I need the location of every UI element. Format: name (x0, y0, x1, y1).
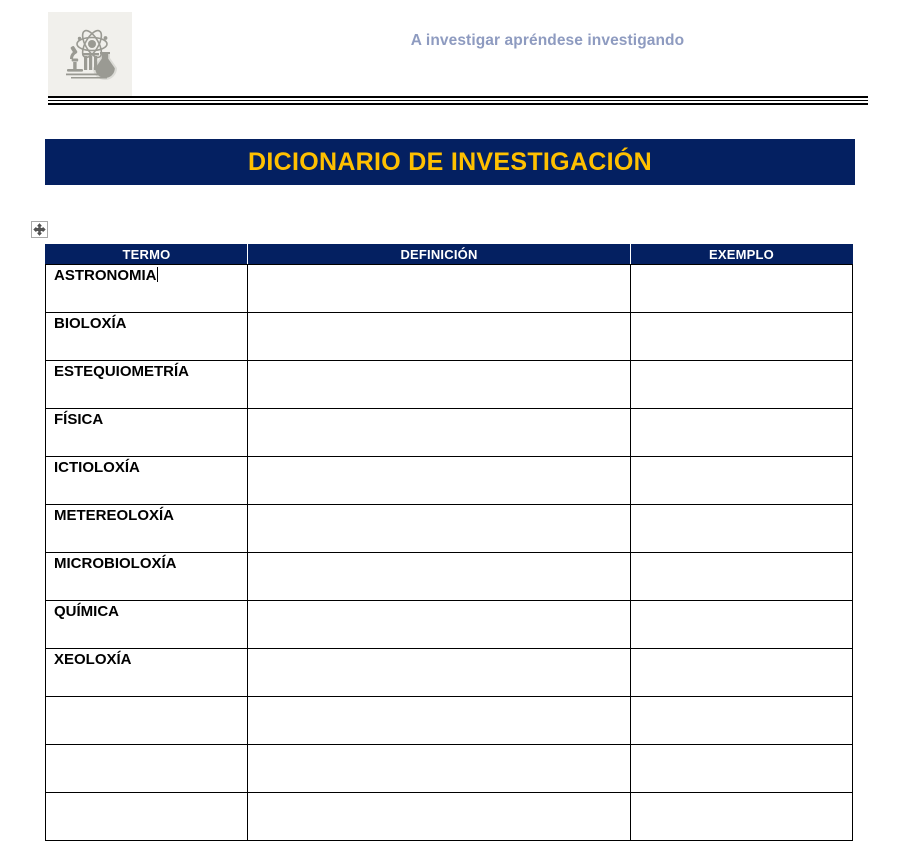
cell-exemplo[interactable] (631, 601, 853, 649)
cell-definicion[interactable] (248, 601, 631, 649)
cell-exemplo[interactable] (631, 409, 853, 457)
cell-termo[interactable] (46, 649, 248, 697)
cell-exemplo[interactable] (631, 745, 853, 793)
science-atom-microscope-flask-icon (58, 22, 122, 86)
cell-definicion[interactable] (248, 793, 631, 841)
cell-exemplo[interactable] (631, 697, 853, 745)
table-move-handle[interactable] (31, 221, 48, 238)
cell-termo[interactable] (46, 265, 248, 313)
science-logo (48, 12, 132, 96)
cell-definicion[interactable] (248, 313, 631, 361)
cell-exemplo[interactable] (631, 457, 853, 505)
dictionary-table[interactable] (45, 244, 853, 841)
cell-exemplo[interactable] (631, 313, 853, 361)
cell-definicion[interactable] (248, 361, 631, 409)
term-text: ASTRONOMIA (54, 267, 157, 284)
term-text: BIOLOXÍA (54, 315, 127, 332)
table-row[interactable] (46, 697, 853, 745)
cell-definicion[interactable] (248, 505, 631, 553)
table-row[interactable] (46, 361, 853, 409)
cell-exemplo[interactable] (631, 793, 853, 841)
cell-termo[interactable] (46, 505, 248, 553)
table-row[interactable] (46, 457, 853, 505)
cell-termo[interactable] (46, 457, 248, 505)
cell-definicion[interactable] (248, 409, 631, 457)
table-row[interactable] (46, 793, 853, 841)
table-row[interactable] (46, 601, 853, 649)
table-row[interactable] (46, 649, 853, 697)
cell-definicion[interactable] (248, 553, 631, 601)
cell-exemplo[interactable] (631, 361, 853, 409)
cell-exemplo[interactable] (631, 553, 853, 601)
header-tagline: A investigar apréndese investigando (410, 32, 685, 49)
column-header-definicion: DEFINICIÓN (248, 245, 631, 265)
term-text: QUÍMICA (54, 603, 119, 620)
move-four-arrows-icon (33, 223, 46, 236)
title-banner (45, 139, 855, 185)
cell-definicion[interactable] (248, 697, 631, 745)
page-title: DICIONARIO DE INVESTIGACIÓN (248, 147, 652, 176)
cell-definicion[interactable] (248, 457, 631, 505)
cell-exemplo[interactable] (631, 265, 853, 313)
table-body (46, 265, 853, 841)
term-text: FÍSICA (54, 411, 104, 428)
column-header-exemplo: EXEMPLO (631, 245, 853, 265)
cell-termo[interactable] (46, 697, 248, 745)
cell-termo[interactable] (46, 361, 248, 409)
term-text: ESTEQUIOMETRÍA (54, 363, 190, 380)
header-divider-rule (48, 96, 868, 105)
table-header-row (46, 245, 853, 265)
term-text: MICROBIOLOXÍA (54, 555, 177, 572)
table-row[interactable] (46, 745, 853, 793)
cell-definicion[interactable] (248, 265, 631, 313)
cell-definicion[interactable] (248, 745, 631, 793)
cell-termo[interactable] (46, 313, 248, 361)
table-row[interactable] (46, 265, 853, 313)
table-row[interactable] (46, 505, 853, 553)
term-text: ICTIOLOXÍA (54, 459, 140, 476)
cell-termo[interactable] (46, 409, 248, 457)
cell-termo[interactable] (46, 553, 248, 601)
table-row[interactable] (46, 409, 853, 457)
table-row[interactable] (46, 313, 853, 361)
cell-exemplo[interactable] (631, 649, 853, 697)
cell-exemplo[interactable] (631, 505, 853, 553)
cell-termo[interactable] (46, 793, 248, 841)
term-text: XEOLOXÍA (54, 651, 132, 668)
column-header-termo: TERMO (46, 245, 248, 265)
cell-termo[interactable] (46, 601, 248, 649)
cell-definicion[interactable] (248, 649, 631, 697)
term-text: METEREOLOXÍA (54, 507, 175, 524)
document-header (0, 0, 916, 112)
table-row[interactable] (46, 553, 853, 601)
cell-termo[interactable] (46, 745, 248, 793)
